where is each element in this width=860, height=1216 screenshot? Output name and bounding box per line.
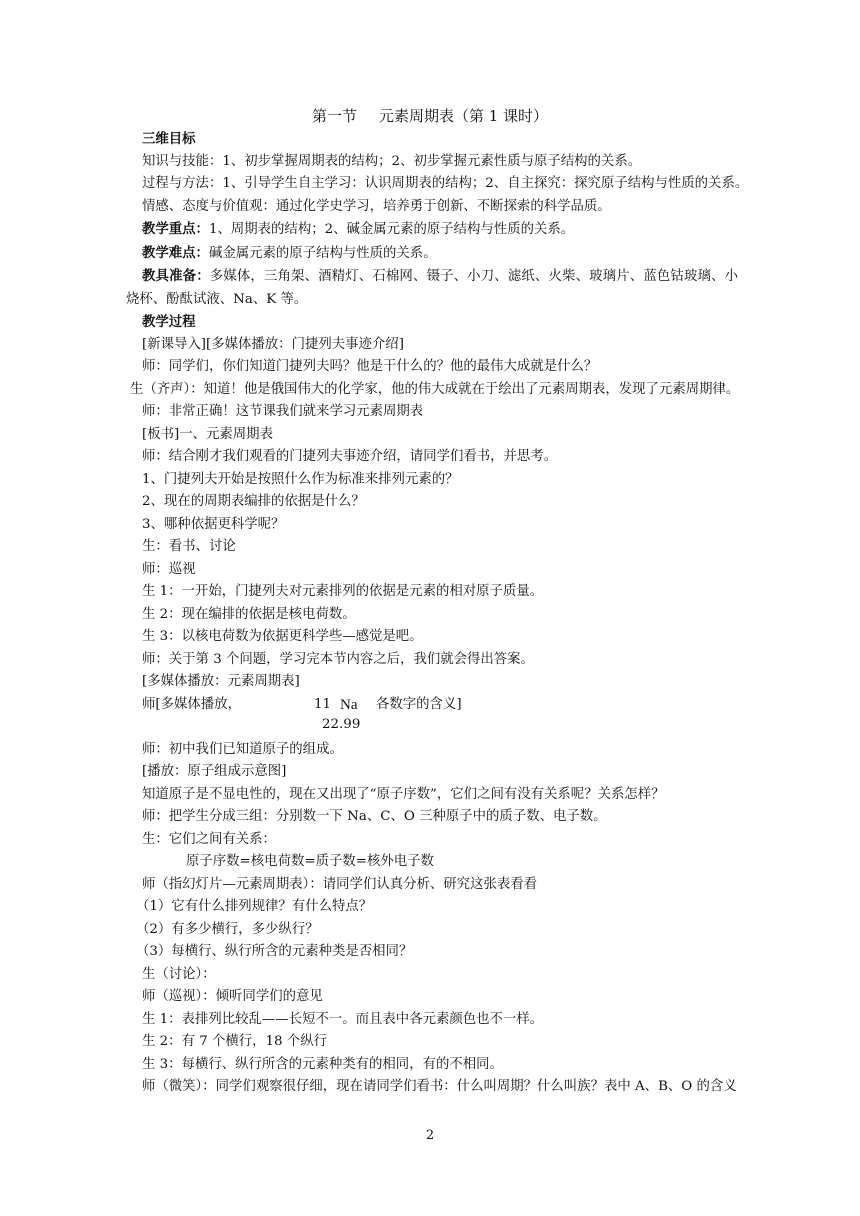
teaching-difficulty: 教学难点：碱金属元素的原子结构与性质的关系。: [142, 244, 437, 261]
formula-line: 原子序数=核电荷数=质子数=核外电子数: [186, 854, 434, 869]
paragraph: [多媒体播放：元素周期表]: [142, 674, 300, 689]
question-item: 3、哪种依据更科学呢？: [142, 516, 285, 532]
paragraph: 知识与技能：1、初步掌握周期表的结构；2、初步掌握元素性质与原子结构的关系。: [142, 153, 642, 169]
paragraph: 各数字的含义]: [376, 696, 462, 712]
question-item: 2、现在的周期表编排的依据是什么？: [142, 494, 365, 509]
paragraph: 师（指幻灯片—元素周期表）：请同学们认真分析、研究这张表看看: [142, 876, 538, 892]
teaching-focus: 教学重点：1、周期表的结构；2、碱金属元素的原子结构与性质的关系。: [142, 221, 575, 237]
section-title: [0, 106, 860, 126]
paragraph: 生 3：以核电荷数为依据更科学些—感觉是吧。: [142, 629, 423, 644]
paragraph: 师：关于第 3 个问题，学习完本节内容之后，我们就会得出答案。: [142, 651, 534, 667]
paragraph: 生 3：每横行、纵行所含的元素种类有的相同，有的不相同。: [142, 1056, 503, 1072]
question-item: （1）它有什么排列规律？有什么特点？: [136, 899, 373, 914]
question-item: （3）每横行、纵行所含的元素种类是否相同？: [136, 944, 413, 959]
section-number: 第一节: [311, 107, 357, 125]
atomic-number: 11: [314, 696, 332, 712]
heading-process: 教学过程: [142, 314, 196, 330]
element-symbol: Na: [340, 696, 358, 713]
heading-objectives: 三维目标: [142, 131, 196, 147]
question-item: 1、门捷列夫开始是按照什么作为标准来排列元素的？: [142, 471, 459, 487]
paragraph: 生：看书、讨论: [142, 539, 236, 554]
paragraph: 生 2：有 7 个横行，18 个纵行: [142, 1034, 328, 1049]
paragraph: 生 1：表排列比较乱——长短不一。而且表中各元素颜色也不一样。: [142, 1011, 544, 1027]
teaching-aids: 教具准备：多媒体，三角架、酒精灯、石棉网、镊子、小刀、滤纸、火柴、玻璃片、蓝色钴玻璃、小烧杯、酚酞试液、Na、K 等。: [126, 268, 739, 307]
paragraph: 师[多媒体播放，: [142, 696, 241, 712]
paragraph: 生（齐声）：知道！他是俄国伟大的化学家，他的伟大成就在于绘出了元素周期表，发现了元素周期律。: [130, 381, 740, 397]
paragraph: [播放：原子组成示意图]: [142, 764, 287, 779]
paragraph: 情感、态度与价值观：通过化学史学习，培养勇于创新、不断探索的科学品质。: [142, 198, 611, 214]
paragraph: 生：它们之间有关系：: [142, 831, 276, 847]
paragraph: 生（讨论）：: [142, 966, 216, 982]
paragraph: 生 2：现在编排的依据是核电荷数。: [142, 606, 356, 622]
element-sodium-line: [126, 694, 738, 717]
paragraph: 师：非常正确！这节课我们就来学习元素周期表: [142, 404, 424, 419]
paragraph: 师（微笑）：同学们观察很仔细，现在请同学们看书：什么叫周期？什么叫族？表中 A、B、O 的含义: [142, 1079, 737, 1094]
paragraph: 师：同学们，你们知道门捷列夫吗？他是干什么的？他的最伟大成就是什么？: [142, 359, 598, 374]
paragraph: 师：巡视: [142, 561, 196, 577]
section-topic: 元素周期表（第 1 课时）: [378, 107, 549, 125]
paragraph: 师（巡视）：倾听同学们的意见: [142, 989, 323, 1004]
document-body: [126, 128, 749, 1099]
paragraph: 师：把学生分成三组：分别数一下 Na、C、O 三种原子中的质子数、电子数。: [142, 809, 607, 824]
paragraph: [新课导入][多媒体播放：门捷列夫事迹介绍]: [142, 336, 404, 352]
atomic-mass-line: [126, 716, 738, 739]
page-number: 2: [425, 1128, 435, 1143]
question-item: （2）有多少横行，多少纵行？: [136, 921, 319, 937]
paragraph: 师：结合刚才我们观看的门捷列夫事迹介绍，请同学们看书，并思考。: [142, 449, 558, 464]
paragraph: [板书]一、元素周期表: [142, 426, 273, 442]
paragraph: 生 1：一开始，门捷列夫对元素排列的依据是元素的相对原子质量。: [142, 584, 544, 599]
paragraph: 师：初中我们已知道原子的组成。: [142, 741, 343, 757]
paragraph: 过程与方法：1、引导学生自主学习：认识周期表的结构；2、自主探究：探究原子结构与性质的关系。: [142, 176, 749, 191]
paragraph: 知道原子是不显电性的，现在又出现了“原子序数”，它们之间有没有关系呢？关系怎样？: [142, 786, 665, 802]
atomic-mass: 22.99: [322, 717, 361, 732]
